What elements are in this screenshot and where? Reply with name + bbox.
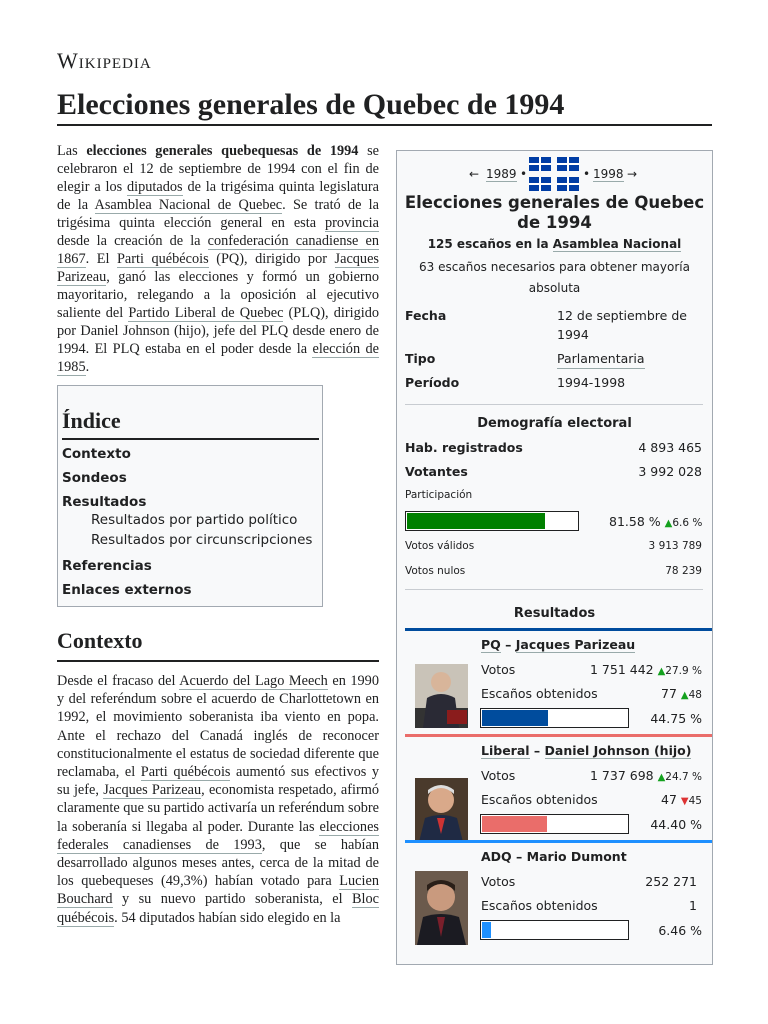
asamblea-nacional-link[interactable]: Asamblea Nacional — [552, 237, 682, 251]
toc-item-sondeos[interactable]: Sondeos — [62, 470, 127, 486]
text-run: aumentó sus efectivos y su jefe, — [57, 764, 379, 799]
inline-link[interactable]: elecciones federales canadienses de 1993 — [57, 818, 379, 853]
text-run: . 54 diputados habían sido elegido en la — [114, 909, 341, 926]
party-votes: 252 271 — [645, 874, 697, 889]
inline-link[interactable]: Parti québécois — [116, 251, 209, 267]
tipo-label: Tipo — [405, 351, 436, 366]
votos-label: Votos — [481, 662, 516, 677]
votantes-label: Votantes — [405, 464, 468, 479]
inline-link[interactable]: Partido Liberal de Quebec — [128, 305, 284, 321]
candidate-photo — [415, 664, 468, 728]
down-triangle-icon: ▼ — [680, 796, 689, 807]
party-color-line — [405, 840, 712, 843]
divider — [405, 589, 703, 590]
inline-link[interactable]: diputados — [127, 179, 183, 195]
party-votes — [590, 766, 702, 787]
inline-link[interactable]: Lucien Bouchard — [57, 873, 379, 908]
text-run: de la trigésima quinta legislatura de la — [57, 179, 379, 213]
resultados-title: Resultados — [513, 606, 596, 621]
text-run: . — [85, 359, 90, 375]
party-header: ADQ – Mario Dumont — [481, 849, 627, 864]
party-color-line — [405, 628, 712, 631]
toc-item-resultados[interactable]: Resultados — [62, 494, 147, 510]
text-run: se celebraron el 12 de septiembre de 1994 con el fin de elegir a los — [57, 143, 380, 195]
majority-note: 63 escaños necesarios para obtener mayoría absoluta — [419, 260, 690, 295]
party-link[interactable]: Liberal — [481, 743, 530, 758]
leader-link[interactable]: Jacques Parizeau — [515, 637, 636, 652]
party-result-adq — [397, 840, 712, 946]
votantes-value: 3 992 028 — [638, 464, 702, 479]
party-result-pq — [397, 628, 712, 734]
candidate-photo — [415, 778, 468, 842]
up-triangle-icon: ▲ — [657, 772, 666, 783]
party-header: PQ – Jacques Parizeau — [481, 637, 636, 652]
intro-paragraph — [57, 142, 379, 376]
escanos-label: Escaños obtenidos — [481, 686, 598, 701]
party-color-line — [405, 734, 712, 737]
seats-bar-fill — [482, 922, 491, 938]
registrados-label: Hab. registrados — [405, 440, 523, 455]
prev-arrow: ← — [469, 167, 480, 181]
text-run: y su nuevo partido soberanista, el — [112, 891, 352, 908]
next-arrow: → — [627, 167, 638, 181]
seats-bar-fill — [482, 816, 547, 832]
toc-subitem-resultados-circunscripciones[interactable]: Resultados por circunscripciones — [91, 532, 313, 548]
text-run: en 1990 y del referéndum sobre el acuerdo de Charlottetown en 1992, el movimiento soberanista iba viento en popa. Ante el rechazo del Canadá inglés de reconocer constitucionalmente el estatus de sociedad diferente que reclamaba, el — [57, 673, 379, 781]
inline-link[interactable]: elección de 1985 — [57, 341, 379, 375]
inline-link[interactable]: Acuerdo del Lago Meech — [179, 673, 328, 689]
seats-bar — [480, 814, 629, 834]
seats-bar — [480, 920, 629, 940]
nulos-label: Votos nulos — [405, 565, 466, 577]
participation-bar-fill — [407, 513, 545, 529]
text-run: . Se trató de la trigésima quinta elección general en esta — [57, 197, 379, 231]
party-seats: 1 — [689, 898, 697, 913]
party-percent: 6.46 % — [658, 923, 702, 938]
text-run: Las — [57, 143, 87, 159]
votos-label: Votos — [481, 768, 516, 783]
participacion-percent: 81.58 % — [609, 514, 661, 529]
votes-value: 1 737 698 — [589, 768, 654, 783]
escanos-label: Escaños obtenidos — [481, 898, 598, 913]
quebec-flag-icon — [529, 177, 551, 191]
text-run: . El — [85, 251, 117, 267]
bold-term: elecciones generales quebequesas de 1994 — [86, 143, 359, 159]
party-result-liberal — [397, 734, 712, 840]
infobox-seats — [397, 237, 712, 251]
nav-bullet: • — [520, 167, 528, 181]
prev-election-link[interactable]: 1989 — [486, 167, 517, 181]
inline-link[interactable]: Parti québécois — [140, 764, 231, 781]
seats-bar — [480, 708, 629, 728]
inline-link[interactable]: Bloc québécois — [57, 891, 379, 926]
wikipedia-logo[interactable]: Wikipedia — [57, 48, 152, 73]
participacion-delta: 6.6 % — [672, 517, 703, 529]
votes-delta: 24.7 % — [665, 771, 702, 783]
next-election-link[interactable]: 1998 — [593, 167, 624, 181]
validos-value: 3 913 789 — [648, 540, 702, 552]
toc-subitem-resultados-partido[interactable]: Resultados por partido político — [91, 512, 298, 528]
table-of-contents — [57, 385, 323, 607]
divider — [405, 404, 703, 405]
text-run: , que se habían desarrollado algunos meses antes, cerca de la mitad de los quebequeses (49,3%) habían votado para — [57, 836, 379, 890]
seats-text: 125 escaños en la — [427, 237, 553, 251]
toc-item-referencias[interactable]: Referencias — [62, 558, 152, 574]
party-percent: 44.75 % — [650, 711, 702, 726]
infobox-title: Elecciones generales de Quebec de 1994 — [404, 193, 705, 232]
toc-item-contexto[interactable]: Contexto — [62, 446, 131, 462]
seats-delta: 45 — [688, 795, 702, 807]
seats-delta: 48 — [688, 689, 702, 701]
seats-value: 77 — [661, 686, 677, 701]
seats-value: 47 — [661, 792, 677, 807]
periodo-value: 1994-1998 — [557, 375, 626, 390]
candidate-photo — [415, 871, 468, 945]
party-link[interactable]: PQ — [481, 637, 501, 652]
election-infobox — [396, 150, 713, 965]
party-link[interactable]: ADQ — [481, 849, 512, 864]
tipo-value-link[interactable]: Parlamentaria — [557, 349, 645, 369]
quebec-flag-icon — [557, 177, 579, 191]
party-header: Liberal – Daniel Johnson (hijo) — [481, 743, 692, 758]
text-run: (PLQ), dirigido por Daniel Johnson (hijo), jefe del PLQ desde enero de 1994. El PLQ estaba en el poder desde la — [57, 305, 380, 357]
text-run: Desde el fracaso del — [57, 673, 180, 689]
text-run: (PQ), dirigido por — [208, 251, 335, 267]
registrados-value: 4 893 465 — [638, 440, 702, 455]
text-run: , ganó las elecciones y formó un gobierno mayoritario, relegando a la oposición al ejecutivo saliente del — [57, 269, 379, 321]
participation-bar — [405, 511, 579, 531]
party-percent: 44.40 % — [650, 817, 702, 832]
page-title: Elecciones generales de Quebec de 1994 — [57, 86, 712, 126]
section-heading-contexto: Contexto — [57, 628, 379, 662]
votes-delta: 27.9 % — [665, 665, 702, 677]
inline-link[interactable]: confederación canadiense en 1867 — [57, 233, 379, 267]
toc-title: Índice — [62, 408, 319, 440]
votes-value: 1 751 442 — [589, 662, 654, 677]
quebec-flag-icon — [557, 157, 579, 171]
leader-link[interactable]: Daniel Johnson (hijo) — [544, 743, 692, 758]
escanos-label: Escaños obtenidos — [481, 792, 598, 807]
text-run: desde la creación de la — [57, 233, 208, 249]
participacion-label: Participación — [405, 489, 473, 501]
up-triangle-icon: ▲ — [664, 518, 673, 529]
votos-label: Votos — [481, 874, 516, 889]
inline-link[interactable]: Jacques Parizeau — [103, 782, 202, 799]
up-triangle-icon: ▲ — [680, 690, 689, 701]
participacion-value — [609, 512, 702, 533]
demografia-title: Demografía electoral — [477, 416, 632, 431]
nav-bullet: • — [583, 167, 591, 181]
inline-link[interactable]: Jacques Parizeau — [57, 251, 379, 285]
up-triangle-icon: ▲ — [657, 666, 666, 677]
toc-item-enlaces[interactable]: Enlaces externos — [62, 582, 192, 598]
periodo-label: Período — [405, 375, 460, 390]
leader-link[interactable]: Mario Dumont — [526, 849, 627, 864]
party-seats — [661, 684, 702, 705]
validos-label: Votos válidos — [405, 540, 475, 552]
nulos-value: 78 239 — [665, 565, 702, 577]
election-navigation — [397, 157, 712, 193]
inline-link[interactable]: provincia — [325, 215, 379, 231]
fecha-label: Fecha — [405, 308, 447, 323]
inline-link[interactable]: Asamblea Nacional de Quebec — [94, 197, 283, 213]
contexto-paragraph — [57, 672, 379, 927]
party-votes — [590, 660, 702, 681]
text-run: , economista respetado, afirmó claramente que su partido activaría un referéndum sobre la soberanía si llegaba al poder. Durante las — [57, 782, 379, 835]
party-seats — [661, 790, 702, 811]
quebec-flag-icon — [529, 157, 551, 171]
fecha-value: 12 de septiembre de 1994 — [557, 308, 687, 342]
seats-bar-fill — [482, 710, 548, 726]
